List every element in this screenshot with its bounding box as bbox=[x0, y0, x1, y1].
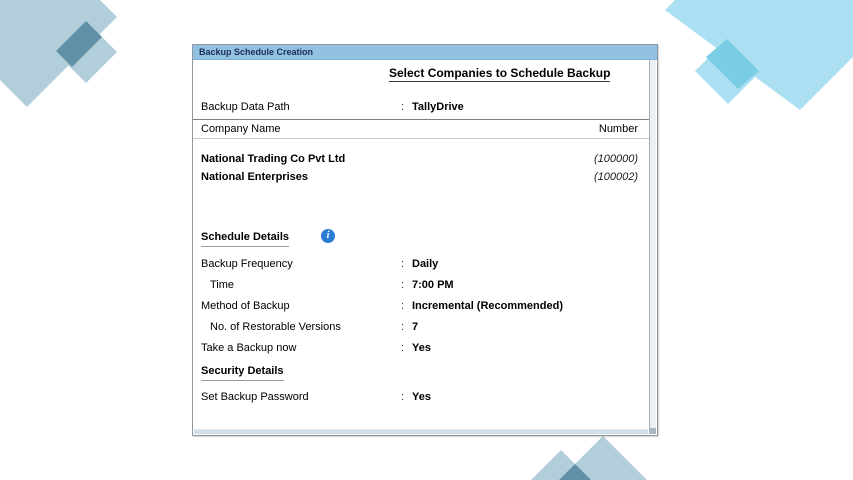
take-backup-now-row bbox=[193, 341, 649, 355]
decor-diamond-topright-large bbox=[665, 0, 853, 110]
company-name: National Enterprises bbox=[201, 171, 308, 183]
company-number-header: Number bbox=[598, 123, 638, 135]
colon-separator: : bbox=[401, 321, 405, 333]
company-name: National Trading Co Pvt Ltd bbox=[201, 153, 346, 165]
resize-grip[interactable] bbox=[649, 428, 656, 434]
backup-method-value[interactable]: Incremental (Recommended) bbox=[412, 300, 563, 312]
company-row[interactable] bbox=[193, 169, 649, 185]
company-name-header: Company Name bbox=[201, 123, 281, 135]
backup-frequency-row bbox=[193, 257, 649, 271]
vertical-scrollbar[interactable] bbox=[649, 60, 656, 428]
decor-overlap-bottom-dark bbox=[557, 464, 593, 480]
take-backup-now-label: Take a Backup now bbox=[201, 342, 297, 354]
backup-time-row bbox=[193, 278, 649, 292]
decor-diamond-topleft-medium bbox=[55, 21, 117, 83]
restorable-versions-label: No. of Restorable Versions bbox=[210, 321, 341, 333]
backup-schedule-dialog bbox=[192, 44, 658, 436]
backup-frequency-label: Backup Frequency bbox=[201, 258, 293, 270]
dialog-titlebar bbox=[193, 45, 657, 60]
schedule-details-heading bbox=[201, 230, 330, 247]
take-backup-now-value[interactable]: Yes bbox=[412, 342, 431, 354]
backup-data-path-label: Backup Data Path bbox=[201, 101, 290, 113]
set-backup-password-row bbox=[193, 390, 649, 404]
restorable-versions-value[interactable]: 7 bbox=[412, 321, 419, 333]
backup-data-path-value[interactable]: TallyDrive bbox=[412, 101, 464, 113]
restorable-versions-row bbox=[193, 320, 649, 334]
decor-diamond-bottom-large bbox=[529, 436, 677, 480]
colon-separator: : bbox=[401, 300, 405, 312]
colon-separator: : bbox=[401, 258, 405, 270]
backup-data-path-row bbox=[193, 100, 649, 114]
decor-diamond-topright-medium bbox=[695, 38, 761, 104]
dialog-title: Backup Schedule Creation bbox=[199, 47, 314, 57]
company-row[interactable] bbox=[193, 151, 649, 167]
company-table-header bbox=[193, 119, 649, 139]
schedule-details-title: Schedule Details bbox=[201, 230, 289, 247]
set-backup-password-value[interactable]: Yes bbox=[412, 391, 431, 403]
horizontal-scrollbar[interactable] bbox=[194, 429, 648, 434]
decor-diamond-topleft-large bbox=[0, 0, 117, 107]
decor-rect-topright-dark bbox=[706, 39, 759, 89]
info-icon[interactable]: i bbox=[321, 229, 335, 243]
backup-time-label: Time bbox=[210, 279, 235, 291]
company-number: (100000) bbox=[593, 153, 638, 165]
form-heading: Select Companies to Schedule Backup bbox=[389, 66, 611, 80]
decor-diamond-bottom-small bbox=[504, 450, 618, 480]
security-details-heading bbox=[201, 364, 284, 381]
colon-separator: : bbox=[401, 342, 405, 354]
backup-frequency-value[interactable]: Daily bbox=[412, 258, 439, 270]
colon-separator: : bbox=[401, 101, 405, 113]
set-backup-password-label: Set Backup Password bbox=[201, 391, 309, 403]
backup-time-value[interactable]: 7:00 PM bbox=[412, 279, 454, 291]
backup-method-label: Method of Backup bbox=[201, 300, 290, 312]
company-number: (100002) bbox=[593, 171, 638, 183]
security-details-title: Security Details bbox=[201, 364, 284, 381]
backup-method-row bbox=[193, 299, 649, 313]
decor-rect-topleft-dark bbox=[56, 21, 102, 67]
colon-separator: : bbox=[401, 391, 405, 403]
colon-separator: : bbox=[401, 279, 405, 291]
